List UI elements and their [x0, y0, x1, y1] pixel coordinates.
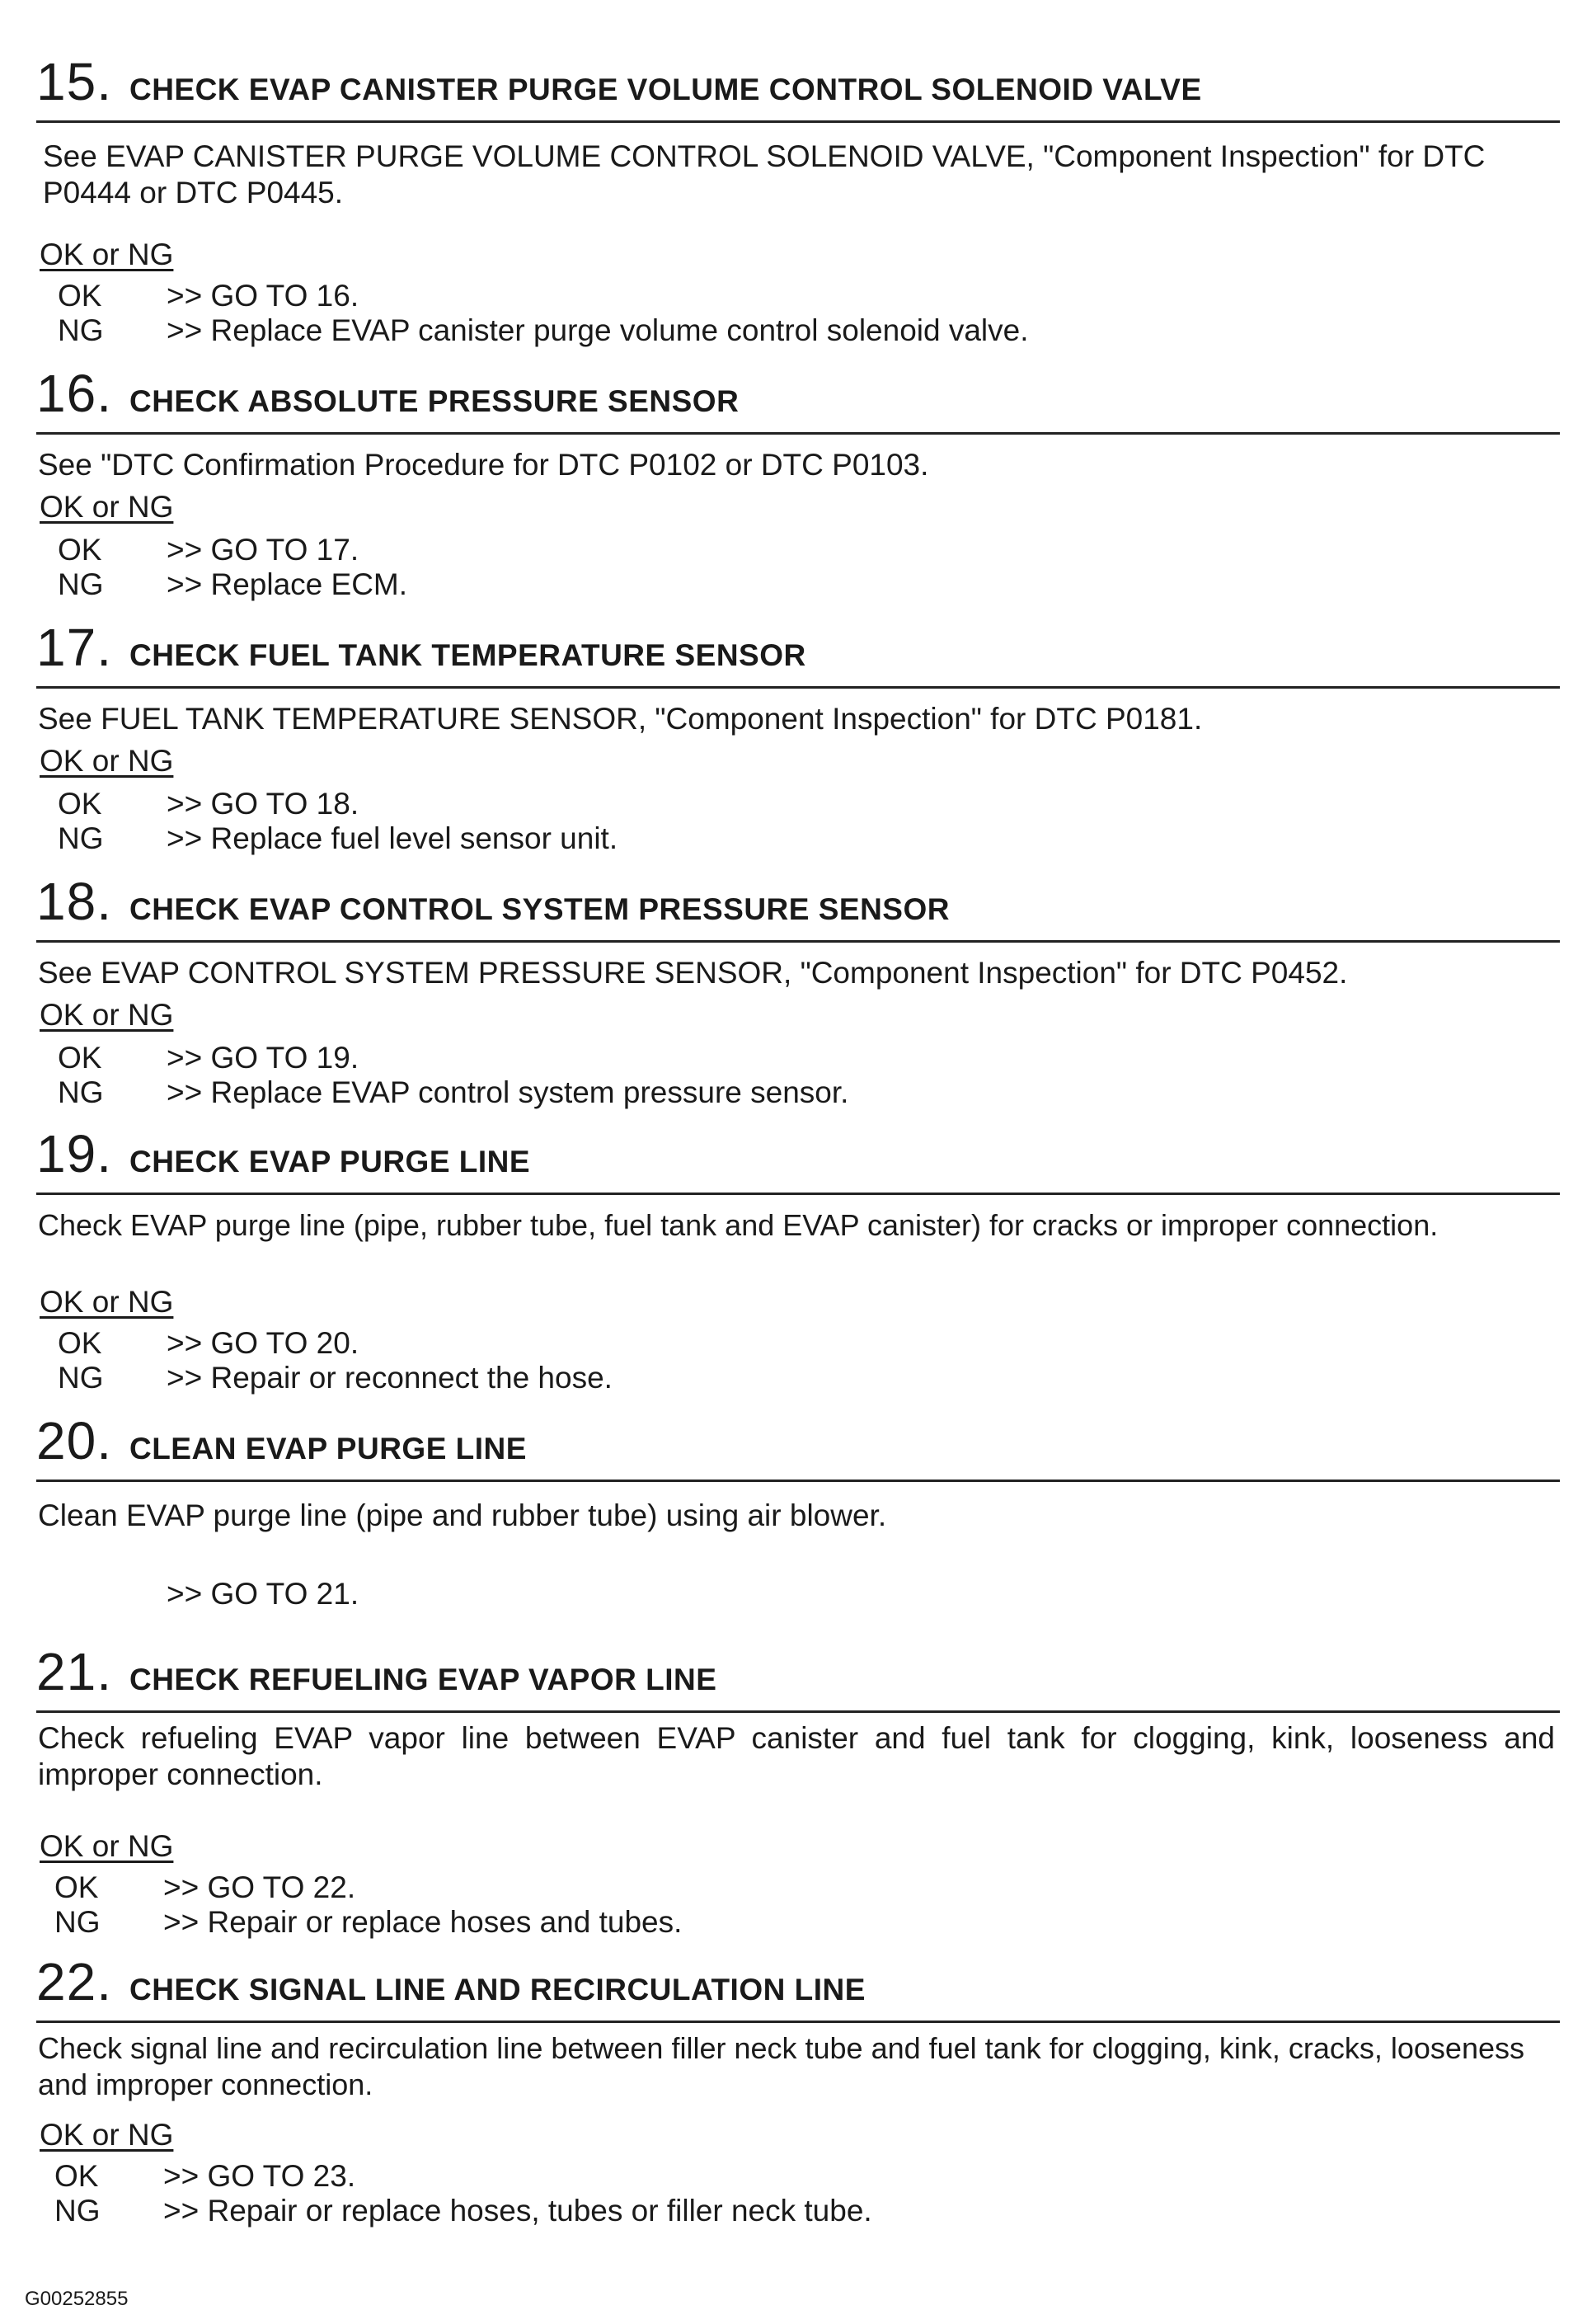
step-heading: 22. CHECK SIGNAL LINE AND RECIRCULATION LINE	[36, 1952, 866, 2011]
step-number: 16	[36, 364, 97, 423]
step-heading: 19. CHECK EVAP PURGE LINE	[36, 1124, 531, 1183]
result-action: >> Replace EVAP control system pressure sensor.	[167, 1075, 849, 1109]
result-action: >> Repair or replace hoses, tubes or filler neck tube.	[163, 2194, 872, 2228]
step-number: 18	[36, 872, 97, 931]
step-heading: 20. CLEAN EVAP PURGE LINE	[36, 1411, 527, 1470]
result-key: NG	[58, 313, 104, 347]
ok-or-ng-label: OK or NG	[40, 744, 174, 778]
ok-or-ng-label: OK or NG	[40, 1829, 174, 1863]
ok-or-ng-label: OK or NG	[40, 2118, 174, 2152]
ok-or-ng-label: OK or NG	[40, 1285, 174, 1319]
step-heading: 17. CHECK FUEL TANK TEMPERATURE SENSOR	[36, 618, 806, 677]
step-title: CLEAN EVAP PURGE LINE	[129, 1432, 527, 1465]
result-action: >> Replace ECM.	[167, 567, 408, 601]
step-number: 15	[36, 52, 97, 111]
step-title: CHECK EVAP CANISTER PURGE VOLUME CONTROL SOLENOID VALVE	[129, 73, 1202, 106]
result-key: OK	[58, 533, 102, 567]
step-title: CHECK REFUELING EVAP VAPOR LINE	[129, 1663, 717, 1696]
heading-rule	[36, 1193, 1560, 1195]
step-heading: 15. CHECK EVAP CANISTER PURGE VOLUME CONTROL SOLENOID VALVE	[36, 52, 1202, 111]
result-action: >> GO TO 18.	[167, 787, 359, 821]
result-action: >> GO TO 17.	[167, 533, 359, 567]
step-instruction: See "DTC Confirmation Procedure for DTC P0102 or DTC P0103.	[38, 448, 929, 482]
step-instruction: See EVAP CONTROL SYSTEM PRESSURE SENSOR, "Component Inspection" for DTC P0452.	[38, 956, 1348, 990]
heading-rule	[36, 1480, 1560, 1482]
result-key: NG	[58, 1361, 104, 1395]
result-action: >> GO TO 16.	[167, 279, 359, 313]
step-instruction: Check EVAP purge line (pipe, rubber tube, fuel tank and EVAP canister) for cracks or improper connection.	[38, 1208, 1439, 1242]
step-title: CHECK FUEL TANK TEMPERATURE SENSOR	[129, 638, 806, 672]
heading-rule	[36, 940, 1560, 943]
step-heading: 16. CHECK ABSOLUTE PRESSURE SENSOR	[36, 364, 740, 423]
step-instruction: Check signal line and recirculation line between filler neck tube and fuel tank for clogging, kink, cracks, looseness and improper connection.	[38, 2031, 1524, 2101]
result-key: NG	[54, 2194, 101, 2228]
result-action: >> GO TO 23.	[163, 2159, 356, 2193]
heading-rule	[36, 432, 1560, 435]
result-action: >> GO TO 21.	[167, 1577, 359, 1611]
result-key: OK	[54, 1870, 99, 1904]
result-key: NG	[54, 1905, 101, 1939]
step-instruction: See EVAP CANISTER PURGE VOLUME CONTROL SOLENOID VALVE, "Component Inspection" for DTC P0444 or DTC P0445.	[43, 139, 1486, 209]
step-title: CHECK EVAP CONTROL SYSTEM PRESSURE SENSOR	[129, 892, 950, 926]
result-key: OK	[58, 1041, 102, 1075]
result-key: NG	[58, 567, 104, 601]
result-key: NG	[58, 1075, 104, 1109]
step-number: 21	[36, 1642, 97, 1701]
result-action: >> GO TO 22.	[163, 1870, 356, 1904]
result-action: >> GO TO 20.	[167, 1326, 359, 1360]
step-number: 17	[36, 618, 97, 677]
ok-or-ng-label: OK or NG	[40, 998, 174, 1032]
step-title: CHECK SIGNAL LINE AND RECIRCULATION LINE	[129, 1973, 866, 2006]
step-number: 22	[36, 1952, 97, 2011]
ok-or-ng-label: OK or NG	[40, 238, 174, 271]
heading-rule	[36, 2021, 1560, 2023]
result-key: NG	[58, 821, 104, 855]
result-key: OK	[58, 787, 102, 821]
result-key: OK	[58, 279, 102, 313]
document-id: G00252855	[25, 2288, 129, 2310]
step-instruction: See FUEL TANK TEMPERATURE SENSOR, "Component Inspection" for DTC P0181.	[38, 702, 1203, 736]
result-action: >> Replace fuel level sensor unit.	[167, 821, 618, 855]
result-action: >> GO TO 19.	[167, 1041, 359, 1075]
step-instruction: Clean EVAP purge line (pipe and rubber tube) using air blower.	[38, 1498, 887, 1532]
result-action: >> Replace EVAP canister purge volume control solenoid valve.	[167, 313, 1029, 347]
step-heading: 18. CHECK EVAP CONTROL SYSTEM PRESSURE SENSOR	[36, 872, 950, 931]
result-key: OK	[54, 2159, 99, 2193]
step-heading: 21. CHECK REFUELING EVAP VAPOR LINE	[36, 1642, 717, 1701]
result-action: >> Repair or replace hoses and tubes.	[163, 1905, 683, 1939]
heading-rule	[36, 120, 1560, 123]
step-title: CHECK EVAP PURGE LINE	[129, 1145, 531, 1178]
result-key: OK	[58, 1326, 102, 1360]
step-number: 19	[36, 1124, 97, 1183]
step-number: 20	[36, 1411, 97, 1470]
result-action: >> Repair or reconnect the hose.	[167, 1361, 613, 1395]
heading-rule	[36, 686, 1560, 689]
step-title: CHECK ABSOLUTE PRESSURE SENSOR	[129, 384, 740, 418]
ok-or-ng-label: OK or NG	[40, 490, 174, 524]
step-instruction: Check refueling EVAP vapor line between EVAP canister and fuel tank for clogging, kink, looseness and improper connection.	[38, 1721, 1555, 1791]
heading-rule	[36, 1710, 1560, 1713]
